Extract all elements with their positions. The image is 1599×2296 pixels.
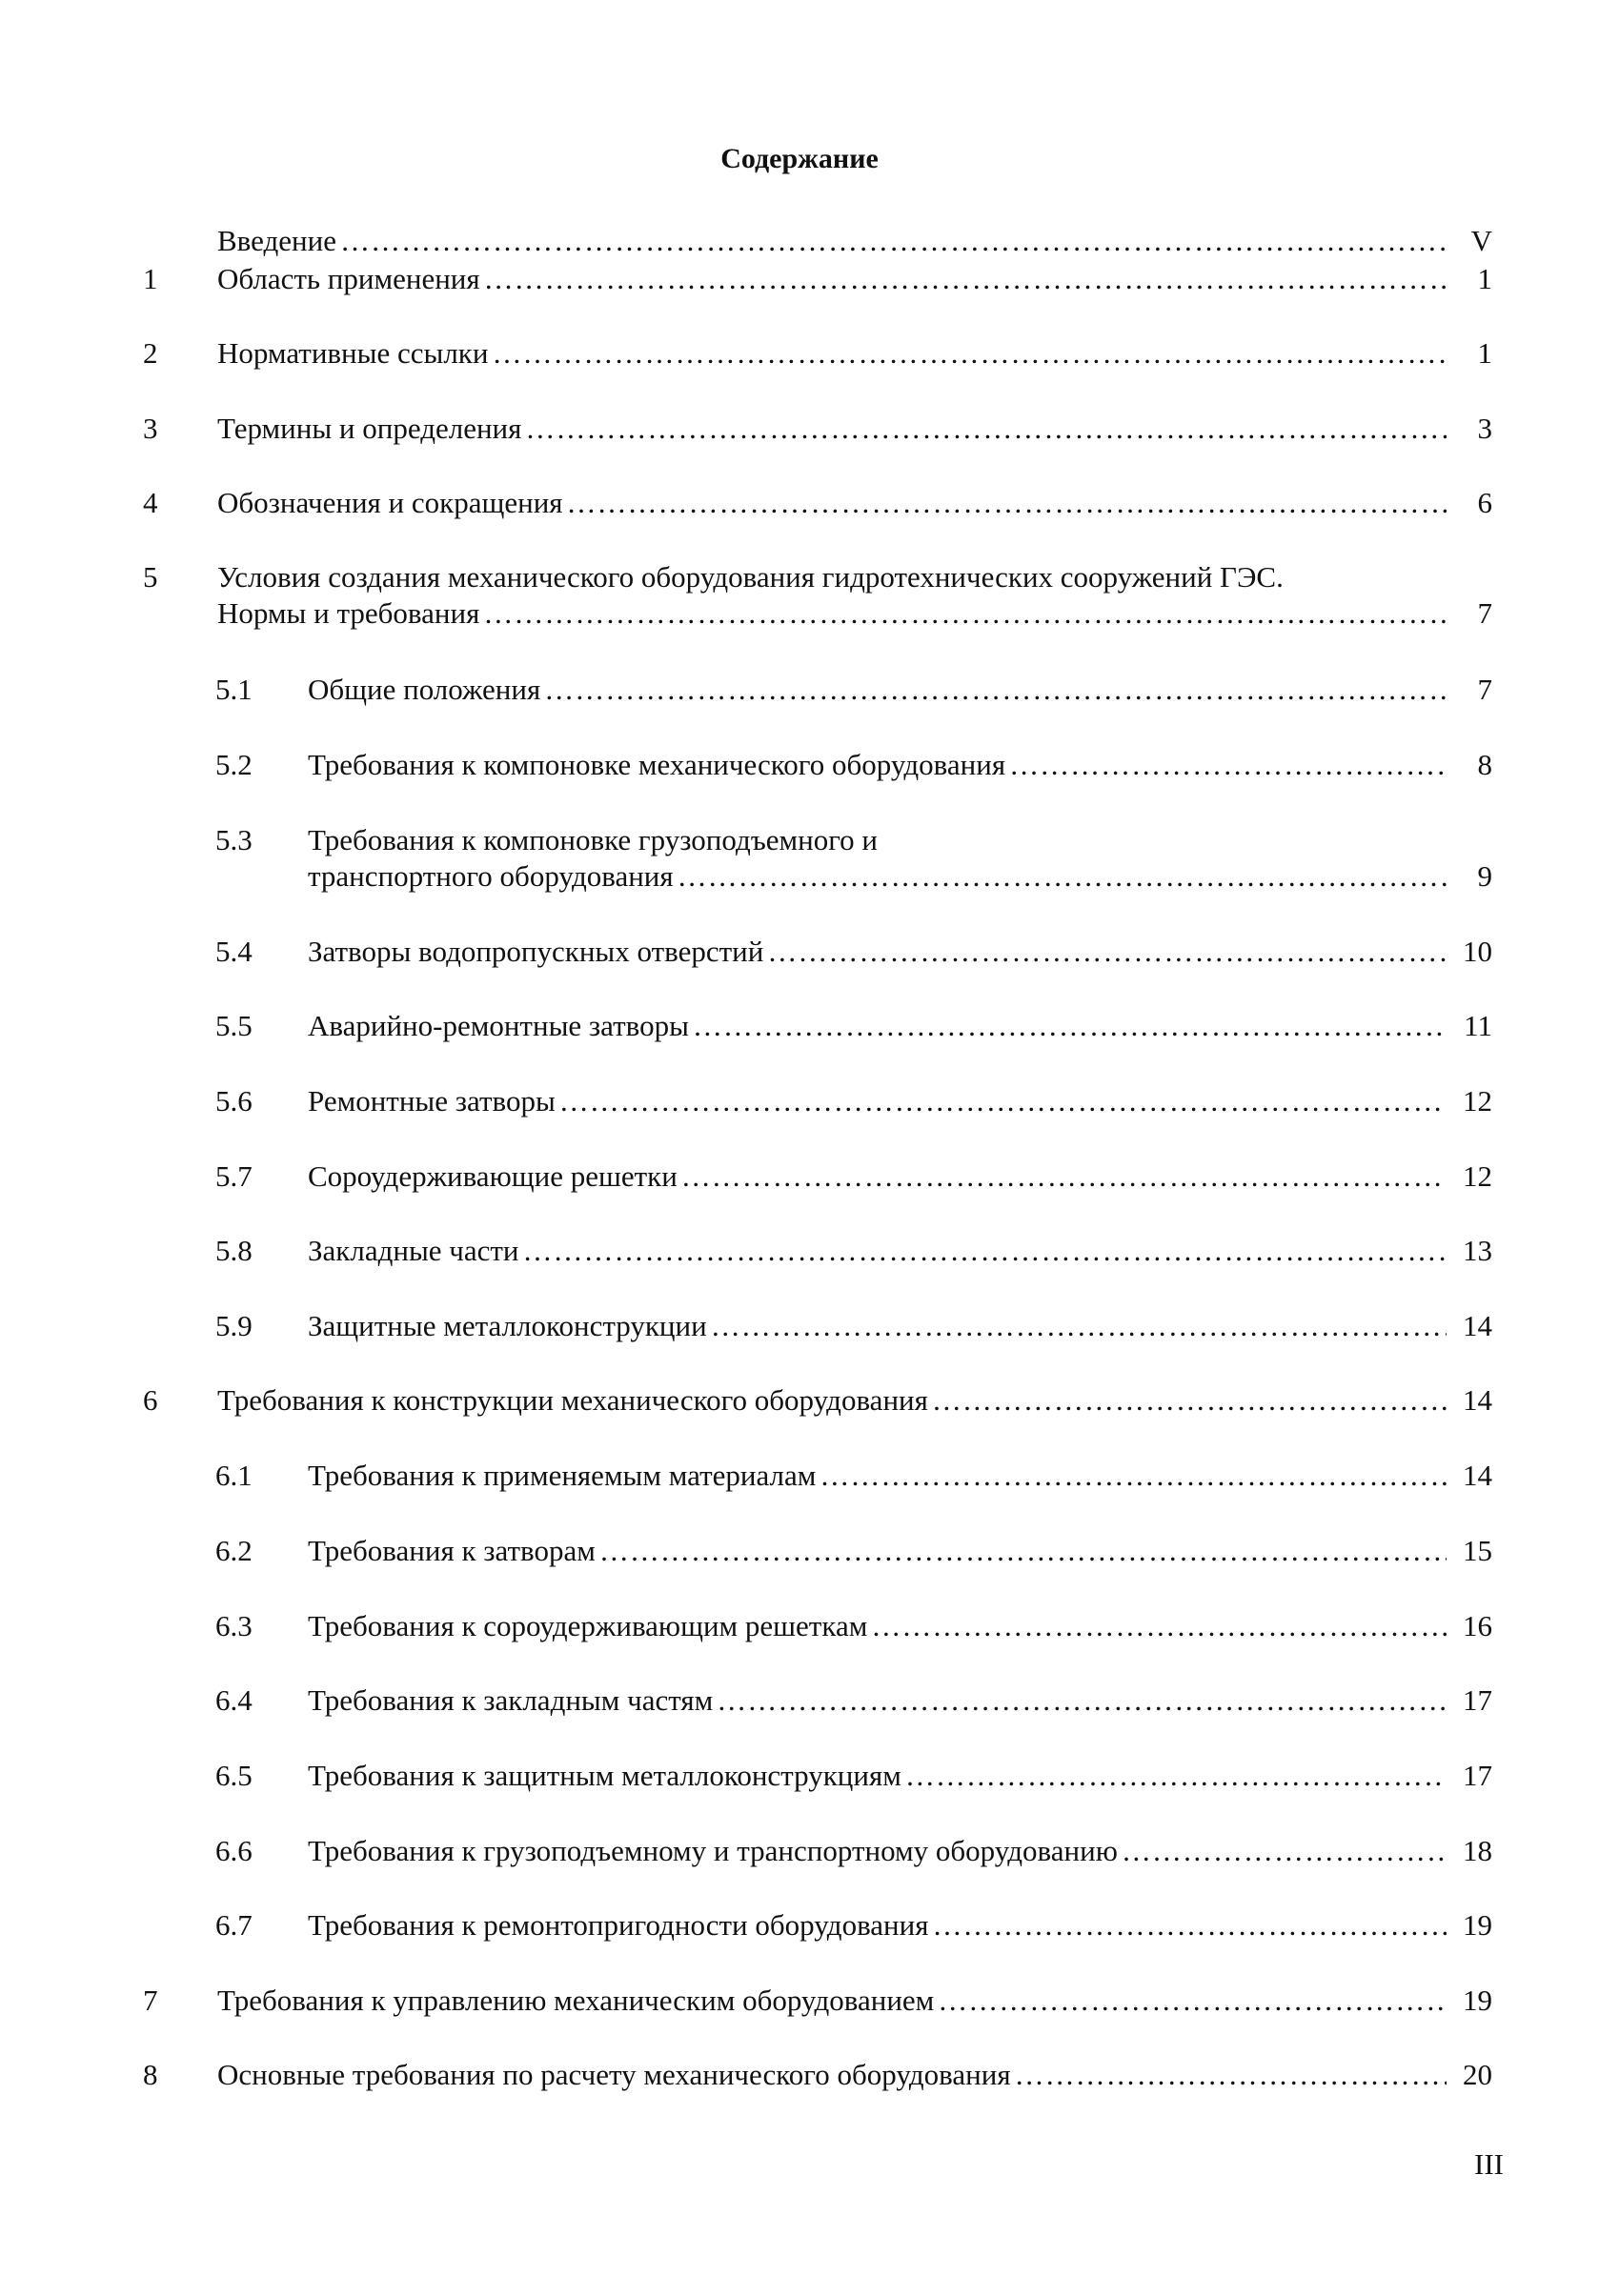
toc-entry-leader-line	[308, 1458, 1447, 1494]
toc-entry-number: 4	[143, 486, 158, 519]
toc-entry-leader-line	[217, 1382, 1447, 1419]
toc-entry-title: Требования к сороудерживающим решеткам	[308, 1609, 868, 1642]
toc-entry-number: 5	[143, 560, 158, 594]
toc-entry-number: 5.7	[215, 1159, 253, 1193]
toc-entry-page-number: 7	[1477, 596, 1492, 630]
toc-entry-page-number: 15	[1463, 1534, 1492, 1567]
dot-leader	[674, 858, 1447, 895]
dot-leader	[928, 1382, 1447, 1419]
toc-entry-number: 6.2	[215, 1534, 253, 1567]
dot-leader	[563, 485, 1447, 521]
dot-leader	[816, 1458, 1447, 1494]
toc-entry-body	[217, 261, 1447, 297]
toc-entry-page-number: 16	[1463, 1609, 1492, 1642]
toc-entry-body	[308, 1682, 1447, 1719]
toc-entry-number: 5.5	[215, 1009, 253, 1042]
toc-entry-body	[308, 747, 1447, 783]
toc-entry-number: 6.6	[215, 1834, 253, 1867]
toc-entry-page-number: 17	[1463, 1759, 1492, 1792]
dot-leader	[678, 1158, 1447, 1195]
toc-entry-leader-line	[308, 1608, 1447, 1644]
dot-leader	[488, 335, 1447, 372]
toc-entry-page-number: 12	[1463, 1084, 1492, 1118]
toc-entry-number: 8	[143, 2058, 158, 2091]
toc-entry-page-number: 19	[1463, 1984, 1492, 2017]
toc-entry-number: 6	[143, 1383, 158, 1417]
toc-entry-leader-line	[217, 261, 1447, 297]
page-title: Содержание	[720, 143, 879, 174]
toc-entry-title: Требования к применяемым материалам	[308, 1459, 817, 1492]
toc-entry-leader-line	[217, 335, 1447, 372]
dot-leader	[867, 1608, 1447, 1644]
toc-entry-body	[308, 1083, 1447, 1119]
toc-entry-body	[308, 934, 1447, 970]
toc-entry-leader-line	[308, 672, 1447, 708]
toc-entry-body	[217, 223, 1447, 259]
toc-entry-title: Общие положения	[308, 673, 541, 706]
toc-entry-page-number: 20	[1463, 2058, 1492, 2091]
toc-entry-leader-line	[217, 2057, 1447, 2093]
toc-entry-body	[217, 485, 1447, 521]
toc-entry-page-number: 11	[1464, 1009, 1492, 1042]
dot-leader	[763, 934, 1447, 970]
toc-entry-title: Обозначения и сокращения	[217, 486, 563, 519]
toc-entry-title: Требования к закладным частям	[308, 1683, 714, 1717]
dot-leader	[929, 1907, 1447, 1944]
toc-entry-number: 6.3	[215, 1609, 253, 1642]
dot-leader	[596, 1533, 1447, 1569]
toc-entry-title: Нормы и требования	[217, 596, 480, 630]
dot-leader	[480, 261, 1447, 297]
toc-entry-title: Требования к затворам	[308, 1534, 596, 1567]
toc-entry-leader-line	[308, 1158, 1447, 1195]
toc-entry-number: 5.6	[215, 1084, 253, 1118]
dot-leader	[1011, 2057, 1447, 2093]
toc-entry-body	[217, 411, 1447, 447]
toc-entry-title: Основные требования по расчету механического оборудования	[217, 2058, 1011, 2091]
toc-entry-title: Нормативные ссылки	[217, 336, 489, 370]
toc-entry-title: транспортного оборудования	[308, 859, 674, 893]
toc-entry-body	[308, 672, 1447, 708]
toc-entry-number: 6.1	[215, 1459, 253, 1492]
dot-leader	[519, 1233, 1447, 1269]
toc-entry-body	[217, 559, 1447, 632]
toc-entry-leader-line	[308, 858, 1447, 895]
toc-entry-body	[217, 2057, 1447, 2093]
toc-entry-title: Термины и определения	[217, 412, 522, 445]
toc-entry-number: 2	[143, 336, 158, 370]
toc-entry-title: Сороудерживающие решетки	[308, 1159, 678, 1193]
dot-leader	[689, 1008, 1447, 1044]
toc-entry-title: Требования к компоновке механического оборудования	[308, 748, 1006, 781]
toc-entry-body	[308, 1233, 1447, 1269]
toc-entry-number: 5.9	[215, 1309, 253, 1342]
toc-entry-number: 6.4	[215, 1683, 253, 1717]
dot-leader	[556, 1083, 1447, 1119]
toc-entry-number: 1	[143, 262, 158, 295]
toc-entry-number: 3	[143, 412, 158, 445]
toc-entry-title: Введение	[217, 224, 336, 257]
toc-entry-page-number: 18	[1463, 1834, 1492, 1867]
toc-entry-title: Требования к защитным металлоконструкциям	[308, 1759, 901, 1792]
toc-entry-body	[217, 1983, 1447, 2019]
toc-entry-page-number: 10	[1463, 935, 1492, 968]
toc-entry-page-number: 12	[1463, 1159, 1492, 1193]
toc-entry-page-number: 17	[1463, 1683, 1492, 1717]
toc-entry-page-number: V	[1470, 224, 1492, 257]
toc-entry-page-number: 8	[1477, 748, 1492, 781]
toc-entry-title: Область применения	[217, 262, 480, 295]
toc-entry-page-number: 14	[1463, 1459, 1492, 1492]
toc-entry-page-number: 3	[1477, 412, 1492, 445]
toc-entry-body	[308, 1308, 1447, 1344]
toc-entry-page-number: 14	[1463, 1383, 1492, 1417]
toc-entry-page-number: 9	[1477, 859, 1492, 893]
toc-entry-leader-line	[308, 747, 1447, 783]
toc-entry-body	[308, 1758, 1447, 1794]
dot-leader	[479, 595, 1447, 632]
toc-entry-leader-line	[308, 1682, 1447, 1719]
toc-entry-leader-line	[308, 1533, 1447, 1569]
toc-entry-title-line: Условия создания механического оборудования гидротехнических сооружений ГЭС.	[217, 560, 1284, 594]
toc-entry-page-number: 1	[1477, 262, 1492, 295]
toc-entry-number: 5.1	[215, 673, 253, 706]
dot-leader	[707, 1308, 1447, 1344]
toc-entry-leader-line	[308, 1833, 1447, 1869]
toc-entry-page-number: 14	[1463, 1309, 1492, 1342]
toc-entry-leader-line	[308, 1758, 1447, 1794]
toc-entry-number: 5.4	[215, 935, 253, 968]
toc-entry-body	[308, 1533, 1447, 1569]
toc-entry-leader-line	[217, 595, 1447, 632]
toc-entry-leader-line	[308, 1233, 1447, 1269]
toc-entry-body	[308, 822, 1447, 895]
toc-entry-body	[308, 1608, 1447, 1644]
dot-leader	[521, 411, 1447, 447]
toc-entry-page-number: 6	[1477, 486, 1492, 519]
toc-entry-leader-line	[308, 1083, 1447, 1119]
toc-entry-body	[308, 1458, 1447, 1494]
toc-entry-title: Ремонтные затворы	[308, 1084, 556, 1118]
toc-entry-leader-line	[308, 1008, 1447, 1044]
toc-entry-number: 6.7	[215, 1908, 253, 1942]
toc-entry-number: 7	[143, 1984, 158, 2017]
toc-entry-title: Закладные части	[308, 1234, 519, 1267]
toc-entry-leader-line	[308, 1907, 1447, 1944]
toc-entry-title: Требования к грузоподъемному и транспортному оборудованию	[308, 1834, 1118, 1867]
toc-entry-leader-line	[217, 411, 1447, 447]
dot-leader	[540, 672, 1447, 708]
toc-entry-number: 5.8	[215, 1234, 253, 1267]
toc-entry-title-line: Требования к компоновке грузоподъемного и	[308, 823, 879, 856]
toc-entry-number: 6.5	[215, 1759, 253, 1792]
dot-leader	[901, 1758, 1447, 1794]
toc-entry-body	[308, 1833, 1447, 1869]
toc-entry-leader-line	[217, 1983, 1447, 2019]
toc-entry-number: 5.3	[215, 823, 253, 856]
dot-leader	[1005, 747, 1447, 783]
dot-leader	[336, 223, 1447, 259]
dot-leader	[713, 1682, 1447, 1719]
dot-leader	[934, 1983, 1447, 2019]
toc-entry-page-number: 13	[1463, 1234, 1492, 1267]
toc-entry-title: Защитные металлоконструкции	[308, 1309, 707, 1342]
dot-leader	[1118, 1833, 1447, 1869]
toc-entry-page-number: 19	[1463, 1908, 1492, 1942]
toc-entry-title: Требования к ремонтопригодности оборудования	[308, 1908, 929, 1942]
toc-entry-title: Аварийно-ремонтные затворы	[308, 1009, 689, 1042]
toc-entry-body	[308, 1907, 1447, 1944]
toc-entry-body	[308, 1008, 1447, 1044]
toc-entry-body	[217, 1382, 1447, 1419]
toc-entry-leader-line	[308, 1308, 1447, 1344]
toc-entry-page-number: 1	[1477, 336, 1492, 370]
page-folio: III	[1474, 2147, 1504, 2181]
toc-entry-number: 5.2	[215, 748, 253, 781]
toc-entry-body	[308, 1158, 1447, 1195]
toc-entry-title: Требования к управлению механическим оборудованием	[217, 1984, 935, 2017]
toc-entry-leader-line	[217, 223, 1447, 259]
toc-entry-page-number: 7	[1477, 673, 1492, 706]
toc-entry-title: Затворы водопропускных отверстий	[308, 935, 764, 968]
toc-entry-title: Требования к конструкции механического оборудования	[217, 1383, 928, 1417]
toc-entry-body	[217, 335, 1447, 372]
toc-entry-leader-line	[308, 934, 1447, 970]
toc-entry-leader-line	[217, 485, 1447, 521]
